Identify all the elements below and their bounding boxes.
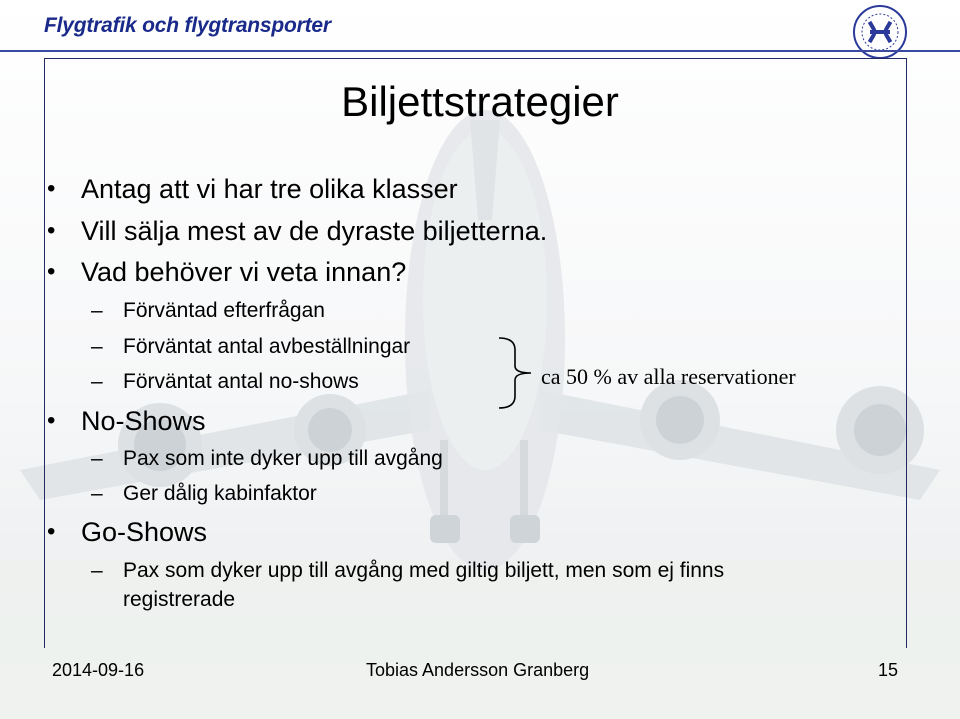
sub-item: – Ger dålig kabinfaktor [91, 482, 317, 505]
dash-icon: – [91, 482, 103, 505]
bullet-item: • Vill sälja mest av de dyraste biljetterna. [47, 216, 548, 246]
bullet-icon: • [47, 175, 56, 202]
sub-item: – Förväntat antal avbeställningar [91, 335, 411, 358]
dash-icon: – [91, 335, 103, 358]
dash-icon: – [91, 559, 103, 582]
sub-item: – Förväntat antal no-shows [91, 370, 359, 393]
bullet-item: • Vad behöver vi veta innan? [47, 257, 407, 287]
bullet-icon: • [47, 217, 56, 244]
dash-icon: – [91, 299, 103, 322]
header-divider [0, 50, 960, 52]
bullet-icon: • [47, 258, 56, 285]
page-number: 15 [878, 660, 899, 680]
footer-date: 2014-09-16 [52, 660, 145, 680]
bullet-icon: • [47, 518, 56, 545]
dash-icon: – [91, 370, 103, 393]
brace-note: ca 50 % av alla reservationer [541, 364, 796, 389]
sub-item: – Pax som inte dyker upp till avgång [91, 447, 443, 470]
footer-author: Tobias Andersson Granberg [366, 660, 590, 680]
bullet-icon: • [47, 407, 56, 434]
sub-item: – Förväntad efterfrågan [91, 299, 325, 322]
bullet-item: • No-Shows [47, 406, 206, 436]
sub-item: – Pax som dyker upp till avgång med giltig biljett, men som ej finns [91, 559, 725, 582]
right-brace-icon [497, 336, 539, 410]
slide-title: Biljettstrategier [341, 78, 619, 125]
bullet-item: • Go-Shows [47, 517, 208, 547]
bullet-item: • Antag att vi har tre olika klasser [47, 174, 458, 204]
dash-icon: – [91, 447, 103, 470]
course-title: Flygtrafik och flygtransporter [44, 14, 331, 37]
sub-item-continuation: registrerade [123, 588, 236, 611]
